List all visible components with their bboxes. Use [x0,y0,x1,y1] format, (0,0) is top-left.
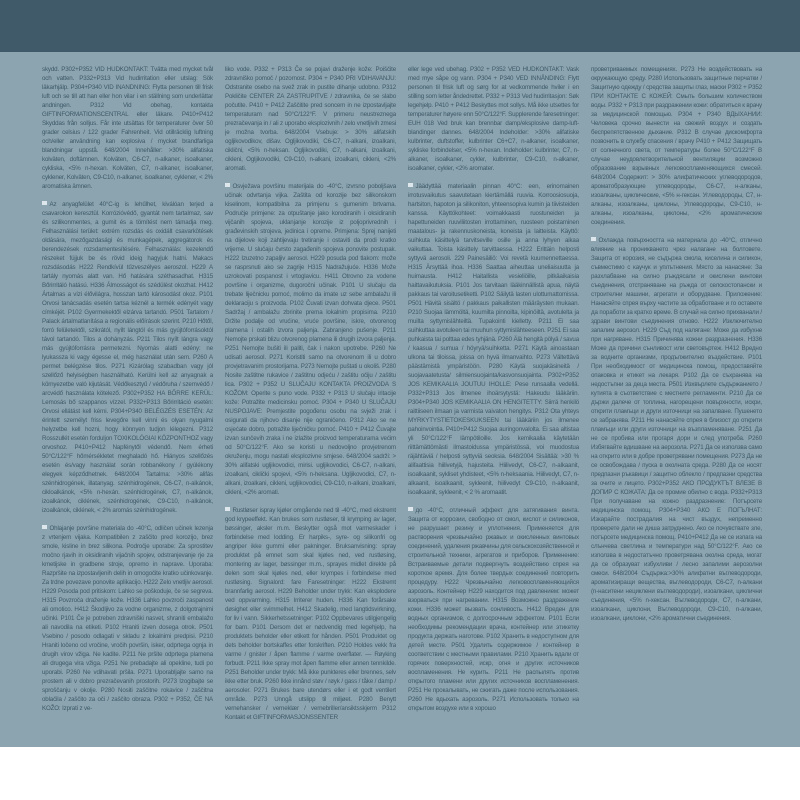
label-paragraph-fi: Jäädyttää materiaalin pinnan 40°C: een, erinomainen irrotusvaikutus saavutetaan kiertämällä ruuvia. Korroosiosuoja, hartsiton, hapoton ja silikoniton, yhteensopiva kumin ja tiivisteiden kanssa. Käyttökohteet: voimakkaasti ruostuneiden ja hapettuneiden ruuviliitosten irrottaminen, ruosteen poistaminen maatalous- ja rakennuskoneista, koneista ja laitteista. Käyttö: suihkuta käsittelyä tarvitseville osille ja anna lyhyen aikaa vaikuttaa. Toista käsittely tarvittaessa. H222 Erittäin helposti syttyvä aerosoli. 229 Painesäiliö: Voi revetä kuumennettaessa. H315 Ärsyttää ihoa. H336 Saattaa aiheuttaa uneliaisuutta ja huimausta. H412 Haitallista vesieliöille, pitkäaikaisia haittavaikutuksia. P101 Jos tarvitaan lääkinnällistä apua, näytä pakkaus tai varoitusetiketti. P102 Säilytä lasten ulottumattomissa. P501 Hävitä sisältö / pakkaus paikallisten määräysten mukaan. P210 Suojaa lämmöltä, kuumilta pinnoilta, kipinöiltä, avotulelta ja muilta syttymislähteiltä. Tupakointi kielletty. P211 Ei saa suihkuttaa avotuleen tai muuhun syttymislähteeseen. P251 Ei saa puhkaista tai polttaa edes tyhjänä. P260 Älä hengitä pölyä / savua / kaasua / sumua / höyryä/suihketta. P271 Käytä ainoastaan ulkona tai tiloissa, joissa on hyvä ilmanvaihto. P273 Vältettävä päästämistä ympäristöön. P280 Käytä suojakäsineitä / suojavaatetusta/ silmiensuojainta/kasvonsuojainta. P302+P352 JOS KEMIKAALIA JOUTUU IHOLLE: Pese runsaalla vedellä. P332+P313 Jos ilmenee ihoärsytystä: Hakeudu lääkäriin. P304+P340 JOS KEMIKAALIA ON HENGITETTY: Siirrä henkilö raittiiseen ilmaan ja varmista vaivaton hengitys. P312 Ota yhteys MYRKYTYSTIETOKESKUKSEEN tai lääkäriin jos ilmenee pahoinvointia. P410+P412 Suojaa auringonvalolta. Ei saa altistaa yli 50°C/122°F lämpötiloille. Jos kemikaalia käytetään riittämättömästi ilmastoidussa ympäristössä, voi muodostua räjähtäviä / helposti syttyviä seoksia. 648/2004 Sisältää: >30 % alifaattisia hiilivetyjä, hajusteita. Hiilivedyt, C6-C7, n-alkaanit, isoalkaanit, sykliset yhdisteet, <5% n-heksaania. Hiilivedyt, C7, n-alkaanit, isoalkaanit, sykleenit, hiilivedyt C9-C10, n-alkaanit, isoalkaanit, sykleenit, < 2 % aromaatit. [408,183,579,496]
label-top-dark-band [0,0,800,52]
paragraph-bullet-square-icon [225,183,230,188]
label-column-2 [225,65,396,733]
label-paragraph-ru: проветриваемых помещениях. P273 Не воздействовать на окружающую среду. P280 Использовать защитные перчатки / Защитную одежду / средства защиты глаз, маски P302 + P352 ПРИ КОНТАКТЕ С КОЖЕЙ: Смыть большим количеством воды. P332 + P313 при раздражении кожи: обратиться к врачу за медицинской помощью. P304 + P340 ВДЫХАНИИ: Человека срочно вынести на свежий воздух и создать беспрепятственное дыхание. P312 В случае дискомфорта позвонить в службу спасения / врачу P410 + P412 Защищать от солнечного света, от температуры более 50°C/122°F В случае неудовлетворительной вентиляции возможно образование взрывных легковоспламеняющихся смесей. 648/2004 Содержит: > 30% алифатических углеводородов, ароматобразующие углеводороды, C6-C7, н-алканы, изоалканы, циклические, <5% н-гексан. Углеводороды, C7, н-алканы, изоалканы, циклоны, Углеводороды, C9-C10, н-алканы, изоалканы, циклоны, <2% ароматические соединения. [591,66,762,226]
bottom-white-margin [0,747,800,800]
paragraph-bullet-square-icon [42,201,47,206]
label-column-4 [591,65,762,733]
label-column-1 [42,65,213,733]
label-paragraph-ru: до -40°C, отличный эффект для затягивания винта. Защита от коррозии, свободно от смол, кислот и силиконов, не разрушает резину и уплотнения. Применяется для растворения чрезвычайно ржавых и окисленных винтовых соединений, удаления ржавчины для сельскохозяйственной и строительной техники, агрегатов и приборов. Применение: Встраиваемые детали подвергнуть воздействию спрея на короткое время. Для более твердых соединений повторить процедуру. H222 Чрезвычайно легковоспламеняющийся аэрозоль. Контейнер H229 находится под давлением: может взорваться при нагревании. H315 Возможно раздражение кожи. H336 может вызвать сонливость. H412 Вреден для водных организмов, с долгосрочным эффектом. P101 Если необходимы рекомендации врача, контейнер или этикетку продукта держать наготове. P102 Хранить в недоступном для детей месте. P501 Удалить содержимое / контейнер в соответствии с местными правилами. P210 Хранить вдали от горячих поверхностей, искр, огня и других источников воспламенения. Не курить. P211 Не распылять против открытого пламени или других источников воспламенения. P251 Не прокалывать, не сжигать даже после использования. P260 Не вдыхать аэрозоль. P271 Использовать только на открытом воздухе или в хорошо [408,507,579,712]
paragraph-bullet-square-icon [591,237,596,242]
paragraph-bullet-square-icon [42,525,47,530]
label-text-area [0,52,800,747]
label-paragraph-bg: Охлажда повърхността на материала до -40°C, отлично влияние на проникването чрез налагане на болтовете. Защита от корозия, не съдържа смола, киселина и силикон, съвместимо с каучук и уплътнения. Място за нанасяне: За разхлабване на силно ръждясали и окислени винтови съединения, отстраняване на ръжда от селскостопански и строителни машини, агрегати и оборудване. Приложение: Нанасяйте спрея върху частите за обработване и го оставете да поработи за кратко време. В случай на силно прихванали / здрави винтови съединения отново. H222 Изключително запалим аерозол. H229 Съд под налягане: Може да избухне при нагряване. H315 Причинява кожни раздразнения. H336 Може да причини сънливост или световъртеж. H412 Вредно за водните организми, продължително въздействие. P101 При необходимост от медицинска помощ, предоставяйте опаковка и етикет на лекаря. P102 Да се съхранява на недостъпни за деца места. P501 Изхвърлете съдържанието / кутията в съответствие с местните регламенти. P210 Да се държи далече от топлина, нагорещени повърхности, искри, открити пламъци и други източници на запалване. Пушенето се забранява. P211 Не нанасяйте спрея в близост до открити пламъци или други източници на възпламеняване. P251 Да не се пробива или прогаря дори и след употреба. P260 Избягвайте вдишване на аерозола. P271 Да се използва само на открито или в добре проветрявани помещения. P273 Да не се освобождава / пуска в околната среда. P280 Да се носят предпазни ръкавици / защитно облекло / предпазни средства за очите и лицето. P302+P352 АКО ПРОДУКТЪТ ВЛЕЗЕ В ДОПИР С КОЖАТА: Да се промие обилно с вода. P332+P313 При получаване на кожно раздразнение: Потърсете медицинска помощ. P304+P340 АКО Е ПОГЪЛНАТ: Изкарайте пострадалия на чист въздух, непременно проверете дали не диша затруднено. Ако се почувствате зле, потърсете медицинска помощ. P410+P412 Да не се излага на слънчева светлина и температури над 50°C/122°F. Ако се използва в недостатъчно проветрявана околна среда, могат да се образуват избухливи / лесно запалими аерозолни смеси. 648/2004 Съдържа:>30% алифатни въглеводороди, ароматизиращи вещества, въглеводороди, C6-C7, n-алкани (n-наситени нециклени въглеводороди), изоалкани, циклични съединения, <5% n-хексан. Въглеводороди, C7, n-алкани, изоалкани, циклони, Въглеводороди, C9-C10, n-алкани, изоалкани, циклони, <2% ароматични съединения. [591,237,762,622]
paragraph-bullet-square-icon [408,507,413,512]
label-column-3 [408,65,579,733]
label-paragraph-hu: Az anyagfelület 40°C-ig is lehűlhet, kiválóan terjed a csavarokon keresztül. Korrózióvédő, gyantát nem tartalmaz, sav és szilikonmentes, a gumit és a tömítést nem támadja meg. Felhasználási terület: extrém rozsdás és oxidált csavarkötések oldására, mezőgazdasági és munkagépek, aggregátorok és berendezések rozsdamentesítésére. Felhasználás: kezelendő részeket fújjuk be és rövid ideig hagyjuk hatni. Makacs rozsdásodás H222 Rendkívül tűzveszélyes aeroszol. H229 A tartály nyomás alatt van. Hő hatására széthasadhat. H315 Bőrirritáló hatású. H336 Álmosságot és szédülést okozhat. H412 Ártalmas a vízi élővilágra, hosszan tartó károsodást okoz. P101 Orvosi tanácsadás esetén tartsa kéznél a termék edényét vagy címkéjét. P102 Gyermekektől elzárva tartandó. P501 Tartalom / Palack ártalmatlanítása a regionális előírások szerint. P210 Hőtől, forró felületektől, szikrától, nyílt lángtól és más gyújtóforrásoktól távol tartandó. Tilos a dohányzás. P211 Tilos nyílt lángra vagy más gyújtóforrásra permetezni. Nyomás alatti edény: ne lyukassza ki vagy égesse el, még használat után sem. P260 A permet belégzése tilos. P271 Kizárólag szabadban vagy jól szellőző helyiségben használható. Kerülni kell az anyagnak a környezetbe való kijutását. Védőkesztyű / védőruha / szemvédő / arcvédő használata kötelező. P302+P352 HA BŐRRE KERÜL: Lemosás bő szappanos vízzel. P332+P313 Bőrirritáció esetén: Orvosi ellátást kell kérni. P304+P340 BELÉGZÉS ESETÉN: Az érintett személyt friss levegőre kell vinni és olyan nyugalmi helyzetbe kell hozni, hogy könnyen tudjon lélegezni. P312 Rosszullét esetén forduljon TOXIKOLÓGIAI KÖZPONTHOZ vagy orvoshoz. P410+P412 Napfénytől védendő. Nem érheti 50°C/122°F hőmérsékletet meghaladó hő. Hiányos szellőzés esetén és/vagy használat során robbanékony / gyúlékony elegyek képződhetnek. 648/2004 Tartalma: >30% alifás szénhidrogének, illatanyag. szénhidrogének, C6-C7, n-alkánok, cikloalkánok, <5% n-hexán. szénhidrogének, C7, n-alkánok, izoalkánok, ciklének, szénhidrogének, C9-C10, n-alkánok, izoalkánok, ciklének, < 2% aromás szénhidrogének. [42,201,213,514]
label-paragraph-no: Rustløser ispray kjøler omgående ned til -40°C, med ekstremt god krypeeffekt. Kan brukes som rustløser, til krymping av lager, bøssinger, aksler m.m. Beskytter også mot varmeskader i forbindelse med lodding. Er harpiks-, syre- og silikonfri og angriper ikke gummi eller pakninger. Bruksanvisning: spray produktet på emnet som skal kjøles ned, ved rustløsing, montering av lager, bøssinger m.m., sprayes midlet direkte på delen som skal kjøles ned, eller krympes i forbindelse med rustløsing. Signalord: fare Faresetninger: H222 Ekstremt brannfarlig aerosol. H229 Beholder under trykk: Kan eksplodere ved oppvarming. H315 Irriterer huden. H336 Kan forårsake døsighet eller svimmelhet. H412 Skadelig, med langtidsvirkning, for liv i vann. Sikkerhetssetninger: P102 Oppbevares utilgjengelig for barn. P101 Dersom det er nødvendig med legehjelp, ha produktets beholder eller etikett for hånden. P501 Produktet og dets beholder bortskaffes etter forskriften. P210 Holdes vekk fra varme / gnister / åpen flamme / varme overflater. — Røyking forbudt. P211 Ikke spray mot åpen flamme eller annen tennkilde. P251 Beholder under trykk: Må ikke punkteres eller brennes, selv ikke etter bruk. P260 Ikke innånd støv / røyk / gass / tåke / damp / aerosoler. P271 Brukes bare utendørs eller i et godt ventilert område. P273 Unngå utslipp til miljøet. P280 Benytt vernehansker / verneklær / vernebriller/ansiktsskjerm P312 Kontakt et GIFTINFORMASJONSSENTER [225,507,396,721]
paragraph-bullet-square-icon [408,183,413,188]
paragraph-bullet-square-icon [225,507,230,512]
label-paragraph-no: eller lege ved ubehag. P302 + P352 VED HUDKONTAKT: Vask med mye såpe og vann. P304 + P340 VED INNÅNDING: Flytt personen til frisk luft og sørg for at vedkommende hviler i en stilling som letter åndedrettet. P332 + P313 Ved hudirritasjon: Søk legehjelp. P410 + P412 Beskyttes mot sollys. Må ikke utsettes for temperaturer høyere enn 50°C/122°F. Supplerende faresetninger: EUH 018 Ved bruk kan brennbar damp/eksplosive damp-luft-blandinger dannes. 648/2004 Indeholder: >30% alifatiske kulbrinter, duftstoffer, kulbrinter C6+C7, n-alkaner, isoalkaner, sykliske forbindelser, <5% n-hexan. Indeholder: kulbrinter, C7, n-alkaner, isoalkaner, cykler, kulbrinter, C9-C10, n-alkaner, isoalkaner, cykler, <2% aromater. [408,66,579,172]
label-paragraph-sv: skydd. P302+P352 VID HUDKONTAKT: Tvätta med mycket tvål och vatten. P332+P313 Vid hudirritation eller utslag: Sök läkarhjälp. P304+P340 VID INANDNING: Flytta personen till frisk luft och se till att han eller hon vilar i en ställning som underlättar andningen. P312 Vid obehag, kontakta GIFTINFORMATIONSCENTRAL eller läkare. P410+P412 Skyddas från solljus. Får inte utsättas för temperaturer över 50 grader celsius / 122 grader Fahrenheit. Vid otillräcklig luftning och/eller användning kan explosiva / mycket brandfarliga blandningar uppstå. 648/2004 Innehåller: >30% alifatiska kolväten, doftämnen. Kolväten, C6-C7, n-alkaner, isoalkaner, cykliska, <5% n-hexan. Kolväten, C7, n-alkaner, isoalkaner, cyklener, Kolväten, C9-C10, n-alkaner, isoalkaner, cyklener, < 2% aromatiska ämnen. [42,66,213,190]
label-paragraph-hr: Osvježava površinu materijala do -40°C, izvrsno poboljšava učinak odvrtanja vijka. Zaštita od korozije bez silikonskom kiselinom, kompatibilna za primjenu s gumenim brtvama. Područje primjene: za otpuštanje jako korodiranih i oksidiranih vijčanih spojeva, uklanjanje korozije iz poljoprivrednih i građevinskih strojeva, jedinica i opreme. Primjena: Sprej nanijeti na dijelove koji zahtijevaju tretiranje i ostaviti da prodi kratko vrijeme. U slučaju čvrsto zagađenih spojeva ponovite postupak. H222 Izuzetno zapaljiv aerosol. H229 posuda pod tlakom: može se rasprsnuti ako se zagrije H315 Nadražujuće. H336 Može uzrokovati pospanost i vrtoglavicu. H411 Otrovno za vodene površine i organizme, dugoročni učinak. P101 U slučaju da trebate liječnicku pomoć, molimo da imate uz sebe ambalažu ili deklaraciju s proizvoda. P102 Čuvati izvan dohvata djece. P501 Sadržaj / ambalažu zbrinite prema lokalnim propisima. P210 Držite podalje od vrućine, vruće površine, iskre, otvorenog plamena i ostalih izvora paljenja. Zabranjeno pušenje. P211 Nemojte prskati blizu otvorenog plamena ili drugih izvora paljenja. P251 Nemojte bušiti ili paliti, čak i nakon upotrebe. P260 Ne udisati aerosol. P271 Koristiti samo na otvorenom ili u dobro provjetravanim prostorijama. P273 Nemojte puštati u okoliš. P280 Nosite zaštitne rukavice / zaštitnu odjeću / zaštitu očiju / zaštitu lica. P302 + P352 U SLUČAJU KONTAKTA PROIZVODA S KOŽOM: Operite s puno vode. P332 + P313 U slučaju iritacije kože: Potražite medicinsku pomoć. P304 + P340 U SLUČAJU NUSPOJAVE: Premjestite pogođenu osobu na svježi zrak i osigurati da njihovo disanje nije ograničeno. P312 Ako se ne osjećate dobro, potražite liječničku pomoć. P410 + P412 Čuvajte izvan sunčevih zraka i ne izlažite proizvod temperaturama većim od 50°C/122°F. Ako se koristi u nedovoljno provjetrenom okruženju, mogu nastati eksplozivne smjese. 648/2004 sadrži: > 30% alifatski ugljikovodici, mirisi. ugljikovodici, C6-C7, n-alkani, izoalkani, ciklički spojevi, <5% n-heksana. Ugljikovodici, C7, n-alkani, izoalkani, cikleni, ugljikovodici, C9-C10, n-alkani, izoalkani, cikleni, <2% aromati. [225,183,396,496]
label-paragraph-sl: Ohlajanje površine materiala do -40°C, odličen učinek lezenja z vrtenjem vijaka. Kompatibilen z zaščito pred korozijo, brez smole, kisline in brez silikona. Področje uporabe: Za sprostitev močno rjavih in oksidiranih vijačnih spojev, odstranjevanje rje za kmetijske in gradbene stroje, opremo in naprave. Uporaba: Razpršite na izpostavljenih delih in omogočite kratko učinkovanje. Za trdne povezave ponovite aplikacijo. H222 Zelo vnetljiv aerosol. H229 Posoda pod pritiskom: Lahko se poškoduje, če se segreva. H315 Povzroča draženje kože. H336 Lahko povzroči zaspanost ali omotico. H412 Škodljivo za vodne organizme, z dolgotrajnimi učinki. P101 Če je potreben zdravniški nasvet, shraniti embalažo ali navodila na etiketi. P102 Hraniti izven dosega otrok. P501 Vsebino / posodo odlagati v skladu z lokalnimi predpisi. P210 Hraniti ločeno od vročine, vročih površin, isker, odprtega ognja in drugih virov vžiga. Ne kadite. P211 Ne pršite odprtega plamena ali drugega vira vžiga. P251 Ne prebadajte ali opekline, tudi po uporabi. P260 Ne vdihavati pršila. P271 Uporabljajte samo na prostem ali v dobro prezračevanih prostorih. P273 Izogibajte se sproščanju v okolje. P280 Nositi zaščitne rokavice / zaščitna oblačila / zaščito za oči / zaščito obraza. P302 + P352, ČE NA KOŽO: Izprati z ve- [42,525,213,712]
label-paragraph-sl: liko vode. P332 + P313 Če se pojavi draženje kože: Poiščite zdravniško pomoč / pozornost. P304 + P340 PRI VDIHAVANJU: Odstranite osebo na svež zrak in pustite dihanje udobno. P312 Pokličite CENTER ZA ZASTRUPITVE / zdravnika, če se slabo počutite. P410 + P412 Zaščitite pred soncem in ne izpostavljajte temperaturam nad 50°C/122°F. V primeru neustreznega prezračevanja in / ali z uporabo eksplozivnih / zelo vnetljivih zmesi je možna tvorba. 648/2004 Vsebuje: > 30% alifatskih ogljikovodikov, dišav. Ogljikovodiki, C6-C7, n-alkani, izoalkani, ciklični, <5% n-heksan. Ogljikovodiki, C7, n-alkani, izoalkani, cikleni, Ogljikovodiki, C9-C10, n-alkani, izoalkani, cikleni, <2% aromati. [225,66,396,172]
